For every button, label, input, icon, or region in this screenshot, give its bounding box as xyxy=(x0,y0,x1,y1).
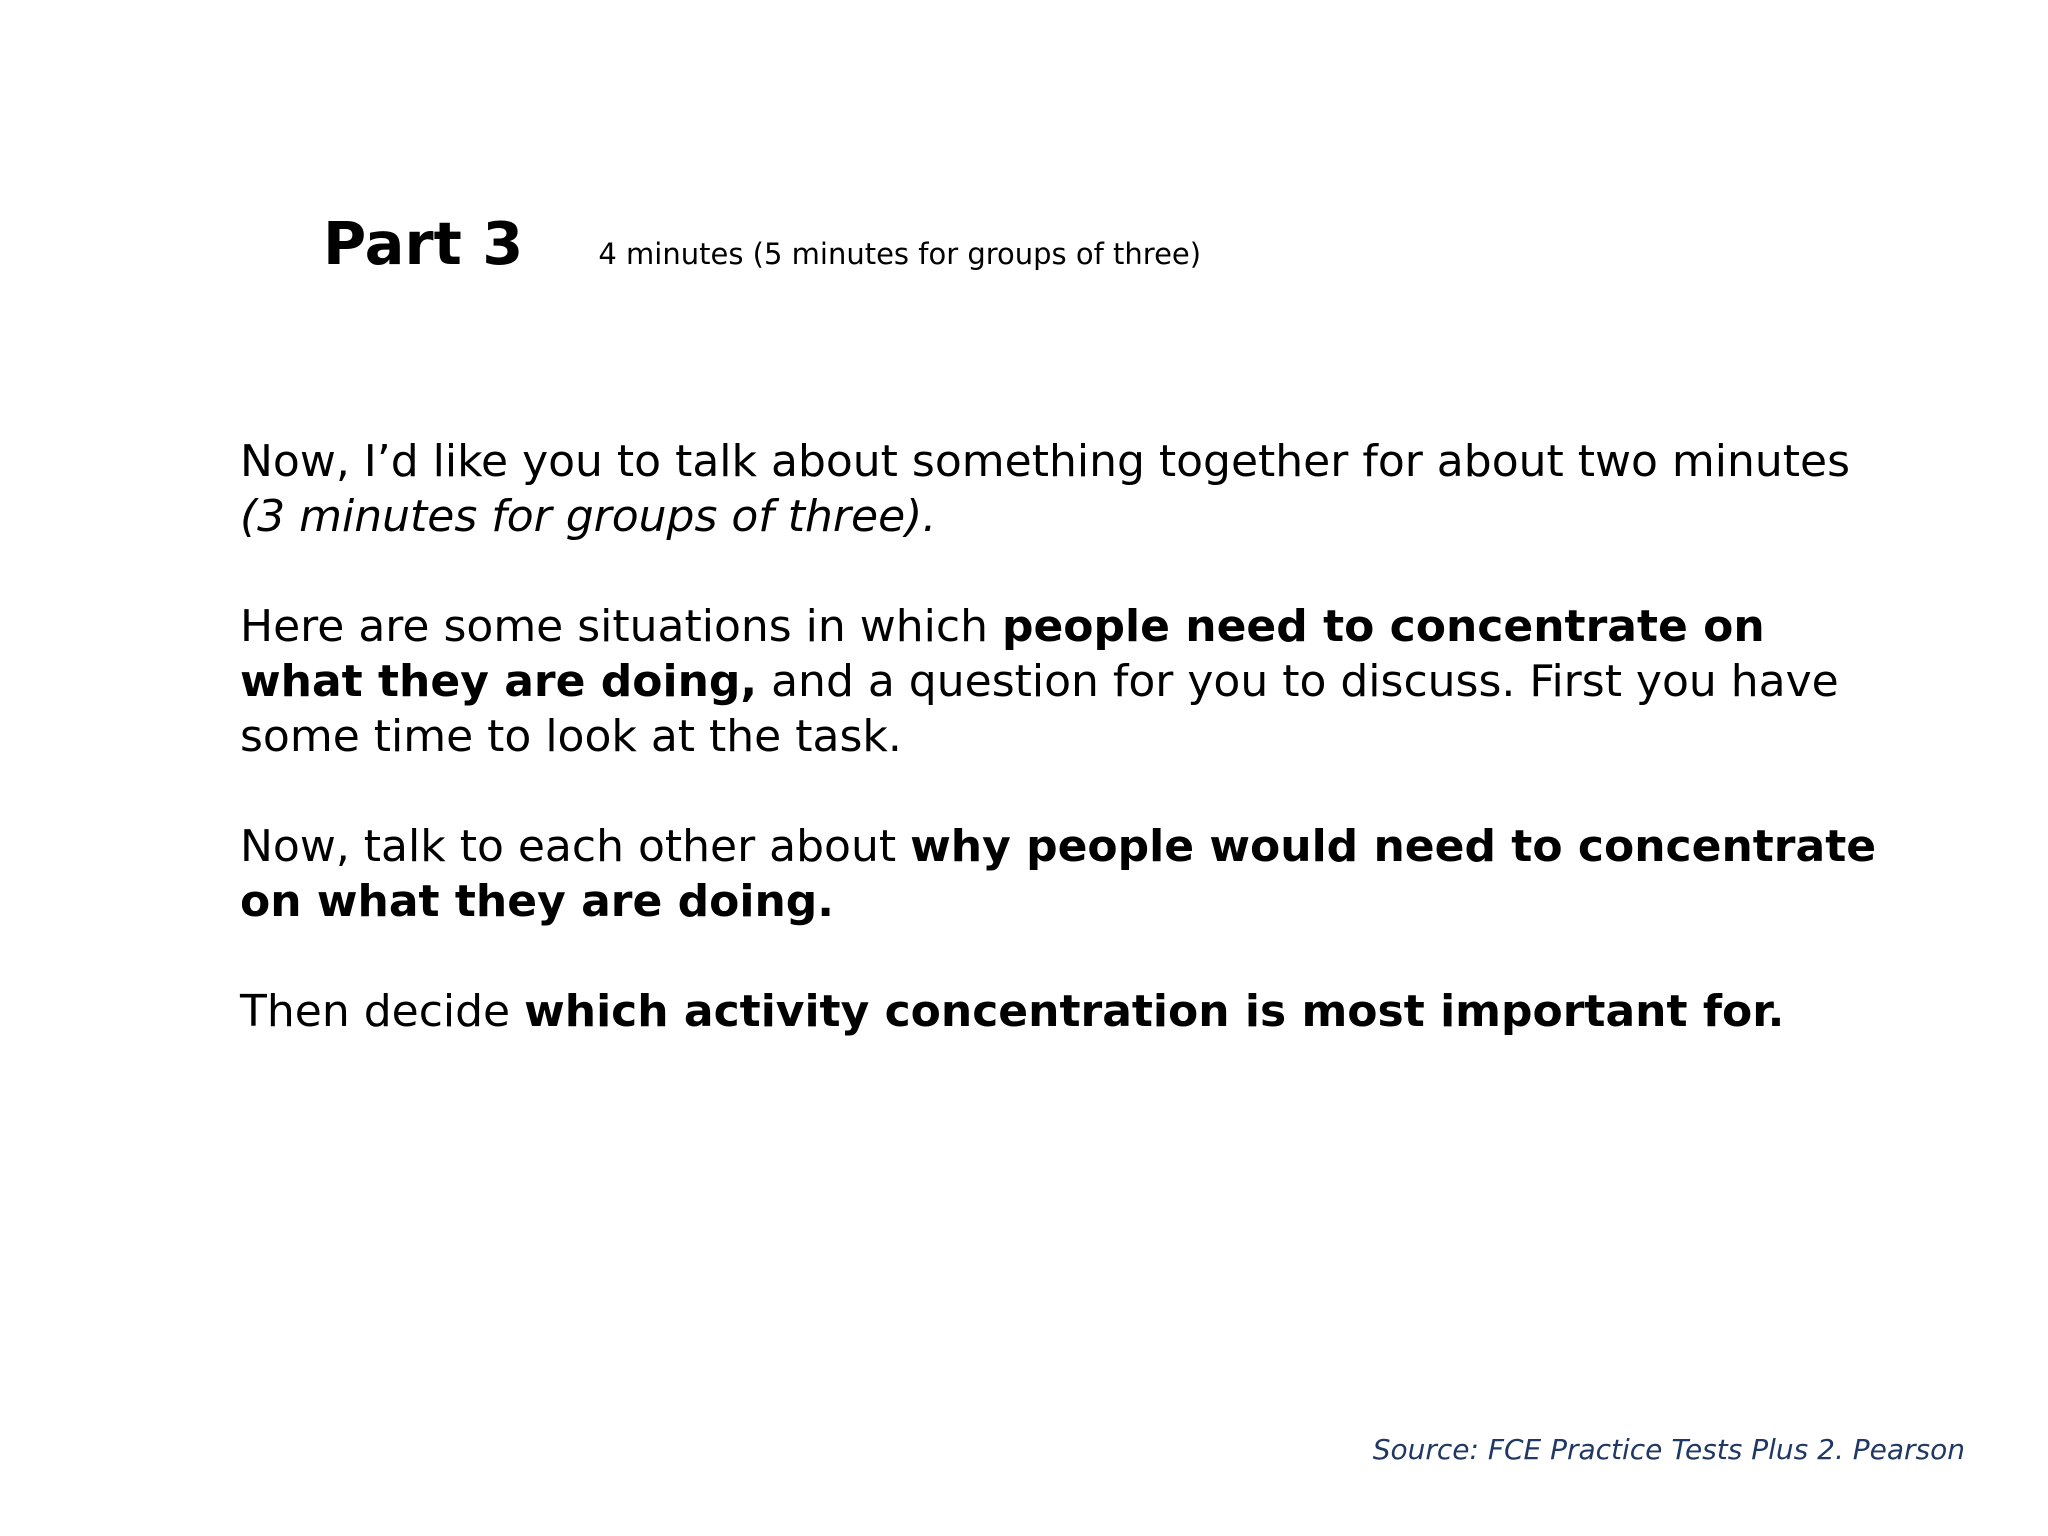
p3-bold: why people would need to concentrate on what they are doing. xyxy=(240,821,1877,927)
p2-text-end: and a question for you to discuss. First you have some time to look at the task. xyxy=(240,656,1839,762)
p2-bold: people need to concentrate on what they are doing, xyxy=(240,601,1765,707)
source-citation: Source: FCE Practice Tests Plus 2. Pearson xyxy=(1372,1433,1965,1466)
p2-text-start: Here are some situations in which xyxy=(240,601,1002,652)
p1-text: Now, I’d like you to talk about something together for about two minutes xyxy=(240,436,1850,487)
instruction-paragraph-3 xyxy=(240,819,1880,929)
instructions xyxy=(240,434,1880,1039)
p4-bold: which activity concentration is most important for. xyxy=(524,986,1785,1037)
instruction-paragraph-1 xyxy=(240,434,1880,544)
p3-text: Now, talk to each other about xyxy=(240,821,911,872)
part-header xyxy=(323,209,1202,278)
p1-italic: (3 minutes for groups of three). xyxy=(240,491,937,542)
part-duration: 4 minutes (5 minutes for groups of three) xyxy=(598,237,1202,271)
instruction-paragraph-4 xyxy=(240,984,1880,1039)
part-title: Part 3 xyxy=(323,209,524,278)
p4-text: Then decide xyxy=(240,986,525,1037)
instruction-paragraph-2 xyxy=(240,599,1880,764)
